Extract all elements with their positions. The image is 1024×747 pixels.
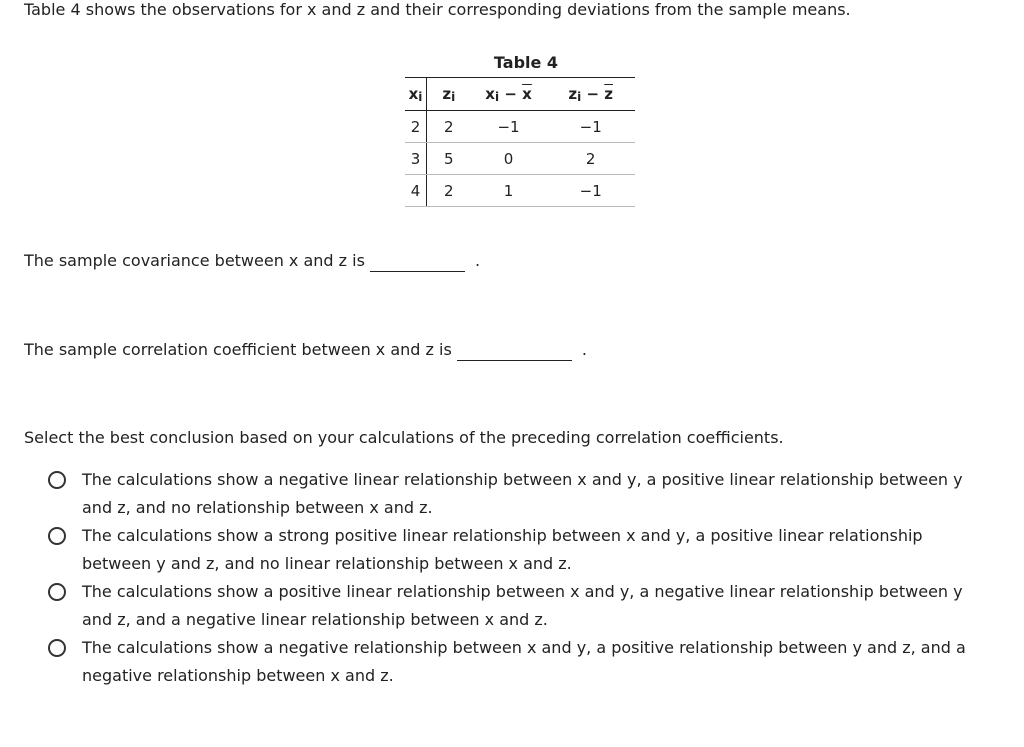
option-4-line-1: The calculations show a negative relationship between x and y, a positive relationship between y and z, and a — [82, 638, 966, 657]
intro-text: Table 4 shows the observations for x and z and their corresponding deviations from the sample means. — [24, 0, 851, 19]
table-cell: 1 — [471, 175, 547, 207]
table-cell: 4 — [405, 175, 426, 207]
option-1-line-1: The calculations show a negative linear relationship between x and y, a positive linear relationship between y — [82, 470, 963, 489]
radio-button-icon[interactable] — [48, 583, 66, 601]
option-3[interactable] — [48, 578, 1008, 634]
conclusion-prompt: Select the best conclusion based on your calculations of the preceding correlation coefficients. — [24, 428, 784, 447]
option-1-line-2: and z, and no relationship between x and z. — [82, 498, 433, 517]
header-xi: xi — [405, 78, 426, 111]
table-row — [405, 175, 635, 207]
table-cell: 2 — [546, 143, 635, 175]
option-4[interactable] — [48, 634, 1008, 690]
option-3-line-2: and z, and a negative linear relationship between x and z. — [82, 610, 548, 629]
correlation-period: . — [581, 340, 587, 359]
option-4-line-2: negative relationship between x and z. — [82, 666, 394, 685]
table-row — [405, 143, 635, 175]
header-zi: zi — [426, 78, 470, 111]
radio-button-icon[interactable] — [48, 527, 66, 545]
table-cell: 2 — [405, 111, 426, 143]
option-3-line-1: The calculations show a positive linear relationship between x and y, a negative linear relationship between y — [82, 582, 963, 601]
option-2-line-1: The calculations show a strong positive linear relationship between x and y, a positive linear relationship — [82, 526, 923, 545]
correlation-answer-blank[interactable] — [457, 342, 572, 361]
observations-table-block — [405, 52, 635, 207]
covariance-label: The sample covariance between x and z is — [24, 251, 365, 270]
table-cell: −1 — [471, 111, 547, 143]
table-cell: 2 — [426, 175, 470, 207]
table-cell: 5 — [426, 143, 470, 175]
radio-button-icon[interactable] — [48, 471, 66, 489]
table-header-row — [405, 78, 635, 111]
option-2[interactable] — [48, 522, 1008, 578]
table-cell: −1 — [546, 111, 635, 143]
correlation-question — [24, 340, 587, 361]
option-1[interactable] — [48, 466, 1008, 522]
radio-button-icon[interactable] — [48, 639, 66, 657]
table-row — [405, 111, 635, 143]
table-cell: 2 — [426, 111, 470, 143]
covariance-period: . — [474, 251, 481, 270]
covariance-question — [24, 251, 480, 272]
header-x-deviation: xi − $\overline{x}$ — [471, 78, 547, 111]
table-caption: Table 4 — [493, 53, 559, 72]
option-2-line-2: between y and z, and no linear relationship between x and z. — [82, 554, 572, 573]
covariance-answer-blank[interactable] — [370, 253, 465, 272]
observations-table — [405, 77, 635, 207]
table-cell: 0 — [471, 143, 547, 175]
header-z-deviation: zi − $\overline{z}$ — [546, 78, 635, 111]
table-cell: −1 — [546, 175, 635, 207]
table-cell: 3 — [405, 143, 426, 175]
correlation-label: The sample correlation coefficient between x and z is — [24, 340, 452, 359]
conclusion-options — [48, 466, 1008, 690]
